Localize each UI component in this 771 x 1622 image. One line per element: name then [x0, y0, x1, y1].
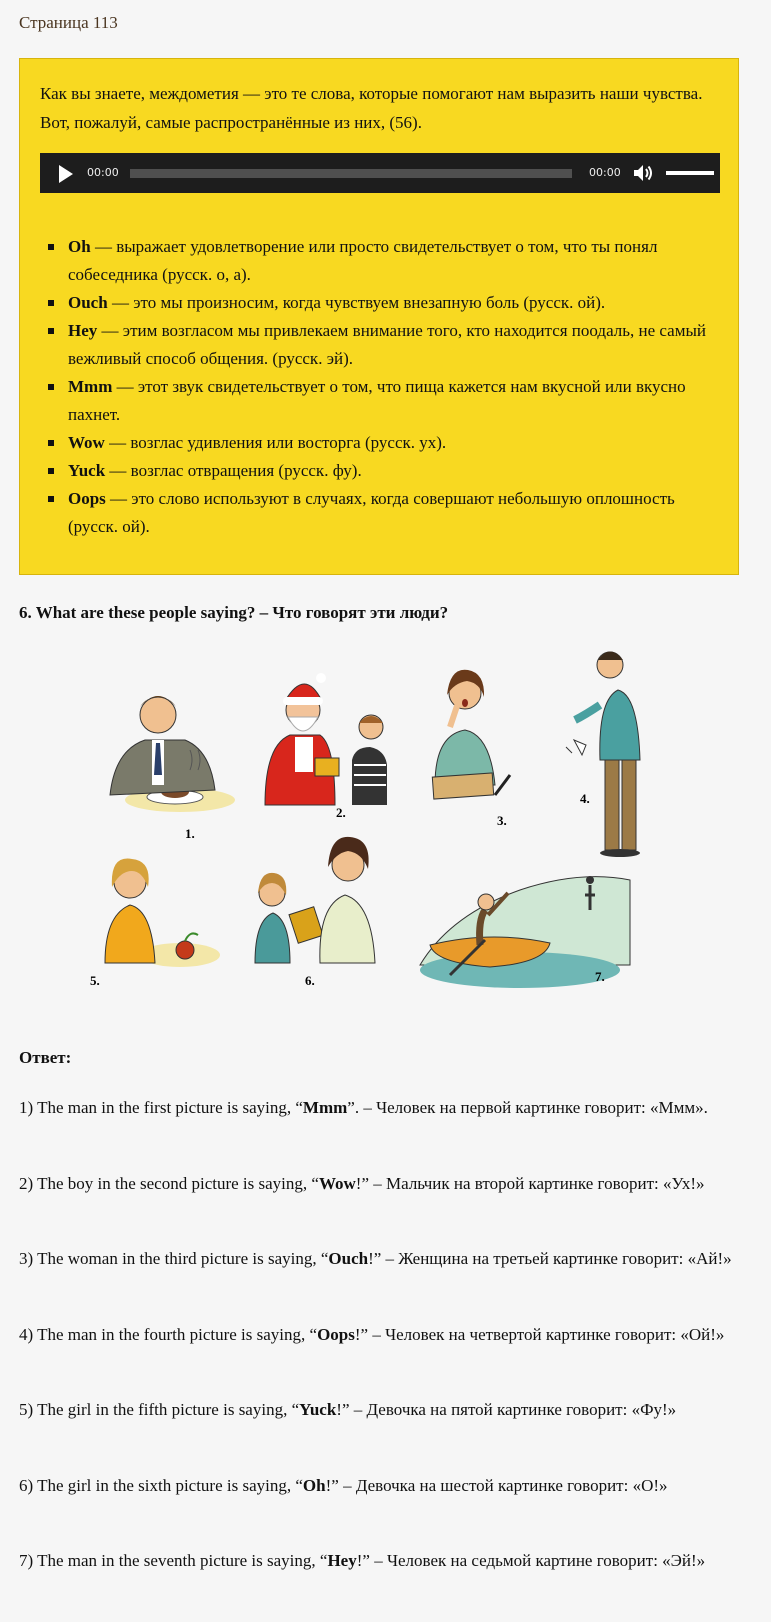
picture-number: 3.: [497, 813, 507, 828]
interjection-desc: — этим возгласом мы привлекаем внимание того, кто находится поодаль, не самый вежливый способ общения. (русск. эй).: [68, 321, 706, 368]
picture-2: [265, 673, 387, 820]
answer-text: 5) The girl in the fifth picture is saying, “: [19, 1400, 300, 1419]
audio-progress-track[interactable]: [130, 169, 572, 178]
interjection-word: Mmm: [68, 377, 113, 396]
answer-word: Hey: [327, 1551, 357, 1570]
interjections-note: [19, 58, 739, 575]
answer-word: Oh: [302, 1475, 326, 1495]
audio-player: [40, 153, 720, 193]
picture-number: 1.: [185, 826, 195, 841]
illustration-svg: [90, 645, 670, 1015]
answer-text: !” – Мальчик на второй картинке говорит: «Ух!»: [355, 1173, 705, 1193]
exercise-illustration: [90, 645, 670, 1015]
interjection-desc: — выражает удовлетворение или просто свидетельствует о том, что ты понял собеседника (русск. о, а).: [68, 237, 658, 284]
answer-text: !” – Девочка на шестой картинке говорит: «О!»: [325, 1475, 668, 1495]
interjection-desc: — возглас отвращения (русск. фу).: [105, 461, 362, 480]
list-item: [68, 457, 708, 485]
list-item: [68, 429, 708, 457]
list-item: [68, 317, 708, 373]
answer-word: Oops: [317, 1324, 355, 1344]
duration-time: 00:00: [589, 166, 621, 179]
picture-number: 6.: [305, 973, 315, 988]
picture-number: 4.: [580, 791, 590, 806]
picture-5: [90, 859, 220, 988]
list-item: [68, 233, 708, 289]
answer-text: !” – Человек на седьмой картине говорит: «Эй!»: [356, 1551, 706, 1570]
exercise-title: 6. What are these people saying? – Что говорят эти люди?: [19, 603, 449, 622]
answer-heading: Ответ:: [19, 1048, 72, 1067]
interjection-desc: — этот звук свидетельствует о том, что пища кажется нам вкусной или вкусно пахнет.: [68, 377, 686, 424]
list-item: [19, 1546, 739, 1622]
interjection-word: Wow: [68, 433, 105, 452]
answer-text: 4) The man in the fourth picture is saying, “: [19, 1324, 318, 1344]
answer-word: Yuck: [299, 1400, 337, 1419]
interjection-word: Ouch: [68, 293, 108, 312]
list-item: [19, 1169, 739, 1245]
play-icon[interactable]: [59, 165, 73, 183]
interjection-word: Oh: [68, 237, 91, 256]
answer-text: 2) The boy in the second picture is saying, “: [19, 1173, 319, 1193]
list-item: [68, 373, 708, 429]
list-item: [68, 485, 708, 541]
answer-text: 1) The man in the first picture is saying, “: [19, 1098, 303, 1117]
answer-text: ”. – Человек на первой картинке говорит: «Ммм».: [347, 1098, 708, 1117]
answer-word: Wow: [318, 1173, 356, 1193]
list-item: [19, 1320, 739, 1396]
page-number: Страница 113: [19, 13, 118, 32]
picture-6: [255, 837, 375, 988]
interjection-desc: — это слово используют в случаях, когда совершают небольшую оплошность (русск. ой).: [68, 489, 675, 536]
answer-word: Mmm: [302, 1098, 348, 1117]
interjection-word: Hey: [68, 321, 98, 340]
picture-3: [432, 670, 510, 828]
answer-text: 7) The man in the seventh picture is saying, “: [19, 1551, 328, 1570]
picture-4: [566, 652, 640, 858]
interjection-list: [68, 233, 708, 541]
picture-number: 5.: [90, 973, 100, 988]
list-item: [19, 1471, 739, 1547]
answer-text: !” – Человек на четвертой картинке говорит: «Ой!»: [354, 1324, 725, 1344]
picture-number: 2.: [336, 805, 346, 820]
picture-7: [420, 876, 630, 988]
interjection-word: Yuck: [68, 461, 106, 480]
list-item: [19, 1093, 739, 1169]
volume-slider[interactable]: [666, 171, 714, 175]
answer-text: !” – Девочка на пятой картинке говорит: «Фу!»: [336, 1400, 677, 1419]
picture-number: 7.: [595, 969, 605, 984]
intro-text: Как вы знаете, междометия — это те слова, которые помогают нам выразить наши чувства. Вот, пожалуй, самые распространённые из них, (56).: [40, 84, 703, 132]
current-time: 00:00: [87, 166, 119, 179]
answer-text: 6) The girl in the sixth picture is saying, “: [19, 1475, 303, 1495]
list-item: [68, 289, 708, 317]
interjection-desc: — возглас удивления или восторга (русск. ух).: [104, 433, 447, 452]
interjection-desc: — это мы произносим, когда чувствуем внезапную боль (русск. ой).: [107, 293, 606, 312]
picture-1: [110, 696, 235, 841]
interjection-word: Oops: [68, 489, 106, 508]
answer-word: Ouch: [328, 1249, 369, 1268]
answer-text: !” – Женщина на третьей картинке говорит: «Ай!»: [368, 1249, 732, 1268]
list-item: [19, 1395, 739, 1471]
answer-text: 3) The woman in the third picture is saying, “: [19, 1249, 329, 1268]
answer-list: [19, 1093, 739, 1622]
volume-icon[interactable]: [633, 163, 655, 183]
list-item: [19, 1244, 739, 1320]
